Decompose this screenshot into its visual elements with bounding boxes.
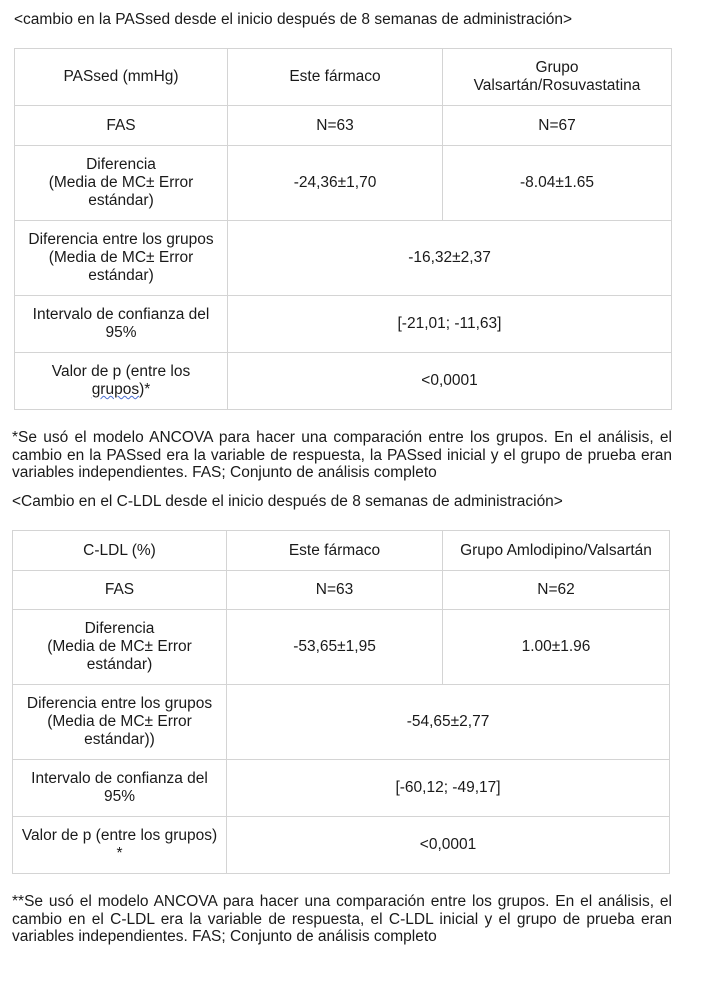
table1-diff-label: Diferencia (Media de MC± Error estándar)	[15, 146, 228, 221]
table2-ci-label: Intervalo de confianza del 95%	[13, 760, 227, 817]
table2-between-row	[13, 685, 670, 760]
table1-diff-comparator: -8.04±1.65	[443, 146, 672, 221]
table1-ci-row	[15, 296, 672, 353]
table1-p-label-c: )*	[139, 381, 151, 398]
table2-fas-drug: N=63	[227, 571, 443, 610]
table2-p-row	[13, 817, 670, 874]
table2-diff-row	[13, 610, 670, 685]
table2-fas-label: FAS	[13, 571, 227, 610]
table2-fas-row	[13, 571, 670, 610]
table1-header-metric: PASsed (mmHg)	[15, 49, 228, 106]
table2-cldl	[12, 530, 670, 874]
table1-ci-label: Intervalo de confianza del 95%	[15, 296, 228, 353]
table2-header-comparator: Grupo Amlodipino/Valsartán	[443, 531, 670, 571]
table2-footnote: **Se usó el modelo ANCOVA para hacer una comparación entre los grupos. En el análisis, el cambio en el C-LDL era la variable de respuesta, el C-LDL inicial y el grupo de prueba eran variables independientes. FAS; Conjunto de análisis completo	[12, 893, 672, 945]
table1-fas-row	[15, 106, 672, 146]
table1-p-label	[15, 353, 228, 410]
table2-p-label: Valor de p (entre los grupos) *	[13, 817, 227, 874]
table2-p-value: <0,0001	[227, 817, 670, 874]
table1-between-value: -16,32±2,37	[228, 221, 672, 296]
table2-diff-comparator: 1.00±1.96	[443, 610, 670, 685]
table1-heading: <cambio en la PASsed desde el inicio después de 8 semanas de administración>	[14, 11, 573, 28]
table1-header-comparator: Grupo Valsartán/Rosuvastatina	[443, 49, 672, 106]
table2-fas-comparator: N=62	[443, 571, 670, 610]
table1-header-drug: Este fármaco	[228, 49, 443, 106]
table2-between-label: Diferencia entre los grupos (Media de MC± Error estándar))	[13, 685, 227, 760]
table1-fas-label: FAS	[15, 106, 228, 146]
table2-heading: <Cambio en el C-LDL desde el inicio después de 8 semanas de administración>	[12, 493, 563, 510]
table1-passed	[14, 48, 672, 410]
table1-header-row	[15, 49, 672, 106]
table1-ci-value: [-21,01; -11,63]	[228, 296, 672, 353]
table2-ci-value: [-60,12; -49,17]	[227, 760, 670, 817]
table2-diff-drug: -53,65±1,95	[227, 610, 443, 685]
table1-between-label: Diferencia entre los grupos (Media de MC± Error estándar)	[15, 221, 228, 296]
table2-diff-label: Diferencia (Media de MC± Error estándar)	[13, 610, 227, 685]
table2-between-value: -54,65±2,77	[227, 685, 670, 760]
table2-ci-row	[13, 760, 670, 817]
table1-p-row	[15, 353, 672, 410]
table1-p-label-a: Valor de p (entre los	[51, 363, 191, 380]
table1-p-value: <0,0001	[228, 353, 672, 410]
table1-diff-row	[15, 146, 672, 221]
table1-fas-drug: N=63	[228, 106, 443, 146]
table2-header-metric: C-LDL (%)	[13, 531, 227, 571]
table2-header-row	[13, 531, 670, 571]
table1-between-row	[15, 221, 672, 296]
table1-fas-comparator: N=67	[443, 106, 672, 146]
table1-diff-drug: -24,36±1,70	[228, 146, 443, 221]
table2-header-drug: Este fármaco	[227, 531, 443, 571]
table1-footnote: *Se usó el modelo ANCOVA para hacer una comparación entre los grupos. En el análisis, el cambio en la PASsed era la variable de respuesta, la PASsed inicial y el grupo de prueba eran variables independientes. FAS; Conjunto de análisis completo	[12, 429, 672, 481]
table1-p-label-b: grupos	[91, 381, 140, 398]
